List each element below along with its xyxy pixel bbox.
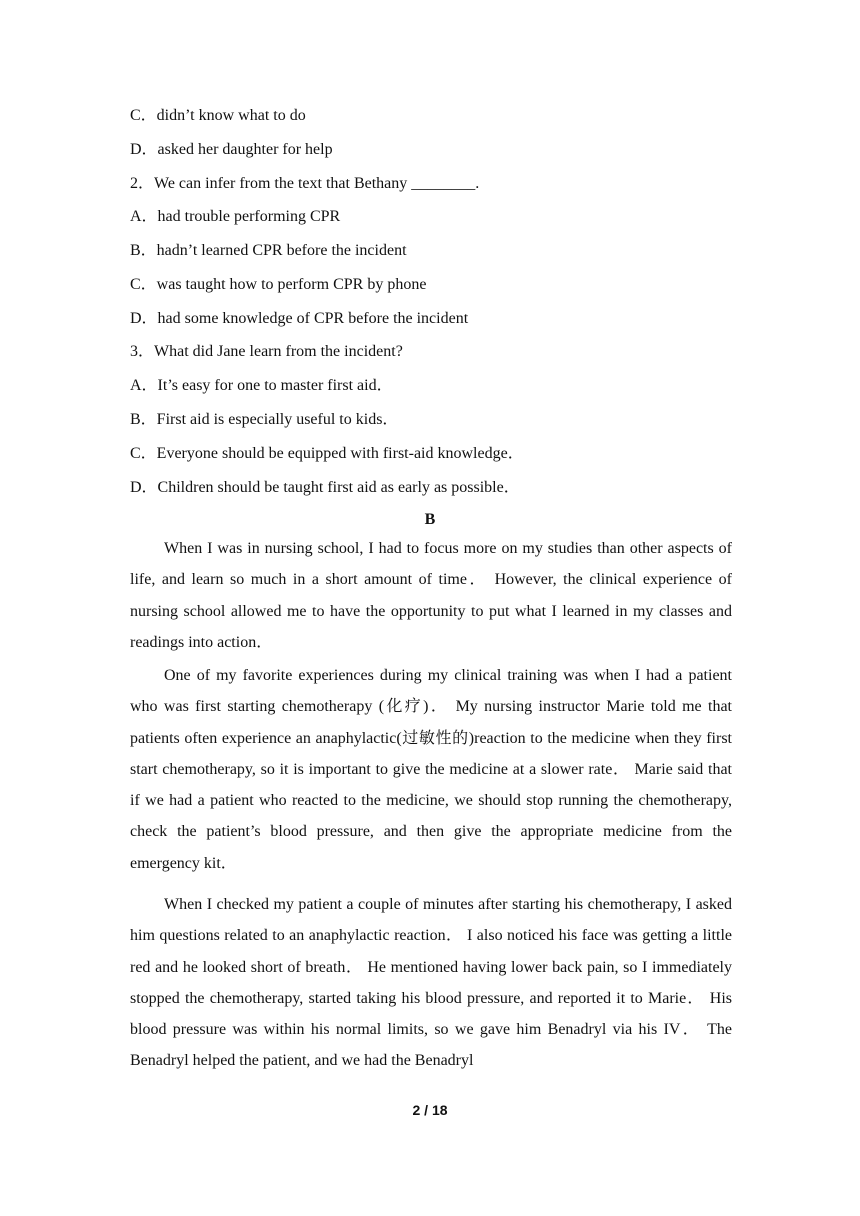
option-2a: A．had trouble performing CPR bbox=[130, 208, 341, 225]
option-3c: C．Everyone should be equipped with first-aid knowledge． bbox=[130, 445, 524, 462]
option-2c: C．was taught how to perform CPR by phone bbox=[130, 276, 427, 293]
option-3d: D．Children should be taught first aid as early as possible． bbox=[130, 479, 520, 496]
paragraph-2: One of my favorite experiences during my clinical training was when I had a patient who was first starting chemotherapy (化疗)． My nursing instructor Marie told me that patients often experience an anaphylactic(过敏性的)reaction to the medicine when they first start chemotherapy, so it is important to give the medicine at a slower rate． Marie said that if we had a patient who reacted to the medicine, we should stop running the chemotherapy, check the patient’s blood pressure, and then give the appropriate medicine from the emergency kit． bbox=[130, 667, 732, 872]
section-b-title: B bbox=[424, 511, 436, 528]
option-2d: D．had some knowledge of CPR before the incident bbox=[130, 310, 469, 327]
paragraph-3: When I checked my patient a couple of minutes after starting his chemotherapy, I asked him questions related to an anaphylactic reaction． I also noticed his face was getting a little red and he looked short of breath． He mentioned having lower back pain, so I immediately stopped the chemotherapy, started taking his blood pressure, and reported it to Marie． His blood pressure was within his normal limits, so we gave him Benadryl via his IV． The Benadryl helped the patient, and we had the Benadryl bbox=[130, 896, 732, 1070]
question-3-stem: 3．What did Jane learn from the incident? bbox=[130, 343, 403, 360]
page-number: 2 / 18 bbox=[412, 1102, 448, 1118]
option-1c: C．didn’t know what to do bbox=[130, 107, 306, 124]
question-2-stem: 2．We can infer from the text that Bethany ________. bbox=[130, 175, 480, 192]
option-3b: B．First aid is especially useful to kids． bbox=[130, 411, 399, 428]
paragraph-1: When I was in nursing school, I had to focus more on my studies than other aspects of life, and learn so much in a short amount of time． However, the clinical experience of nursing school allowed me to have the opportunity to put what I learned in my classes and readings into action． bbox=[130, 540, 732, 651]
option-1d: D．asked her daughter for help bbox=[130, 141, 333, 158]
option-3a: A．It’s easy for one to master first aid． bbox=[130, 377, 393, 394]
option-2b: B．hadn’t learned CPR before the incident bbox=[130, 242, 407, 259]
